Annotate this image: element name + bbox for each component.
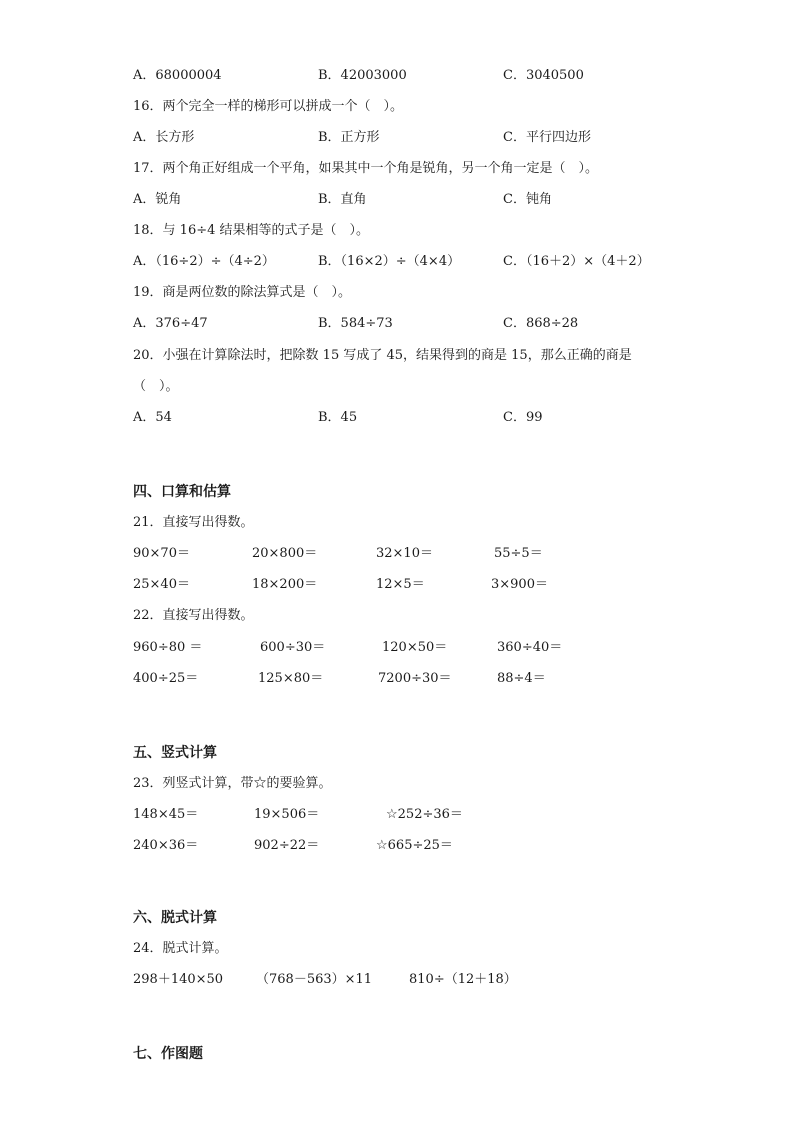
- q21-item: 18×200＝: [252, 577, 318, 592]
- q17-stem: 17．两个角正好组成一个平角，如果其中一个角是锐角，另一个角一定是（ ）。: [133, 161, 599, 176]
- q15-option-c: C．3040500: [503, 68, 584, 83]
- q24-item: （768－563）×11: [256, 972, 373, 987]
- q20-stem-line2: （ ）。: [133, 379, 179, 394]
- q22-item: 7200÷30＝: [378, 671, 452, 686]
- q23-item: 148×45＝: [133, 807, 199, 822]
- q24-item: 298＋140×50: [133, 972, 224, 987]
- q23-item: 240×36＝: [133, 838, 199, 853]
- q20-option-a: A．54: [133, 410, 172, 425]
- section-6-title: 六、脱式计算: [133, 910, 217, 926]
- q21-item: 25×40＝: [133, 577, 190, 592]
- q18-stem: 18．与 16÷4 结果相等的式子是（ ）。: [133, 223, 370, 238]
- q21-item: 32×10＝: [376, 546, 433, 561]
- q18-option-b: B．（16×2）÷（4×4）: [318, 254, 461, 269]
- q16-stem: 16．两个完全一样的梯形可以拼成一个（ ）。: [133, 99, 404, 114]
- section-5-title: 五、竖式计算: [133, 745, 217, 761]
- q16-option-c: C．平行四边形: [503, 130, 591, 145]
- q18-option-c: C．（16＋2）×（4＋2）: [503, 254, 650, 269]
- q20-option-c: C．99: [503, 410, 543, 425]
- q20-option-b: B．45: [318, 410, 358, 425]
- q22-item: 125×80＝: [258, 671, 324, 686]
- section-4-title: 四、口算和估算: [133, 484, 231, 500]
- q17-option-b: B．直角: [318, 192, 367, 207]
- q19-option-c: C．868÷28: [503, 316, 579, 331]
- q22-item: 120×50＝: [382, 640, 448, 655]
- q17-option-a: A．锐角: [133, 192, 182, 207]
- q19-stem: 19．商是两位数的除法算式是（ ）。: [133, 285, 352, 300]
- q23-stem: 23．列竖式计算，带☆的要验算。: [133, 776, 332, 791]
- q22-item: 600÷30＝: [260, 640, 326, 655]
- q24-item: 810÷（12＋18）: [409, 972, 517, 987]
- q21-item: 20×800＝: [252, 546, 318, 561]
- q21-item: 90×70＝: [133, 546, 190, 561]
- q21-stem: 21．直接写出得数。: [133, 515, 254, 530]
- q21-item: 3×900＝: [491, 577, 548, 592]
- q16-option-a: A．长方形: [133, 130, 195, 145]
- q21-item: 12×5＝: [376, 577, 425, 592]
- q15-option-a: A．68000004: [133, 68, 222, 83]
- q22-item: 360÷40＝: [497, 640, 563, 655]
- q22-stem: 22．直接写出得数。: [133, 608, 254, 623]
- q23-item: ☆252÷36＝: [386, 807, 463, 822]
- q23-item: ☆665÷25＝: [376, 838, 453, 853]
- q24-stem: 24．脱式计算。: [133, 941, 228, 956]
- q23-item: 19×506＝: [254, 807, 320, 822]
- q17-option-c: C．钝角: [503, 192, 552, 207]
- section-7-title: 七、作图题: [133, 1046, 203, 1062]
- q19-option-a: A．376÷47: [133, 316, 208, 331]
- q23-item: 902÷22＝: [254, 838, 320, 853]
- q22-item: 88÷4＝: [497, 671, 546, 686]
- q20-stem-line1: 20．小强在计算除法时，把除数 15 写成了 45，结果得到的商是 15，那么正确的商是: [133, 348, 632, 363]
- q19-option-b: B．584÷73: [318, 316, 393, 331]
- q22-item: 400÷25＝: [133, 671, 199, 686]
- q18-option-a: A．（16÷2）÷（4÷2）: [133, 254, 275, 269]
- q22-item: 960÷80 ＝: [133, 640, 203, 655]
- q16-option-b: B．正方形: [318, 130, 380, 145]
- q21-item: 55÷5＝: [494, 546, 543, 561]
- q15-option-b: B．42003000: [318, 68, 407, 83]
